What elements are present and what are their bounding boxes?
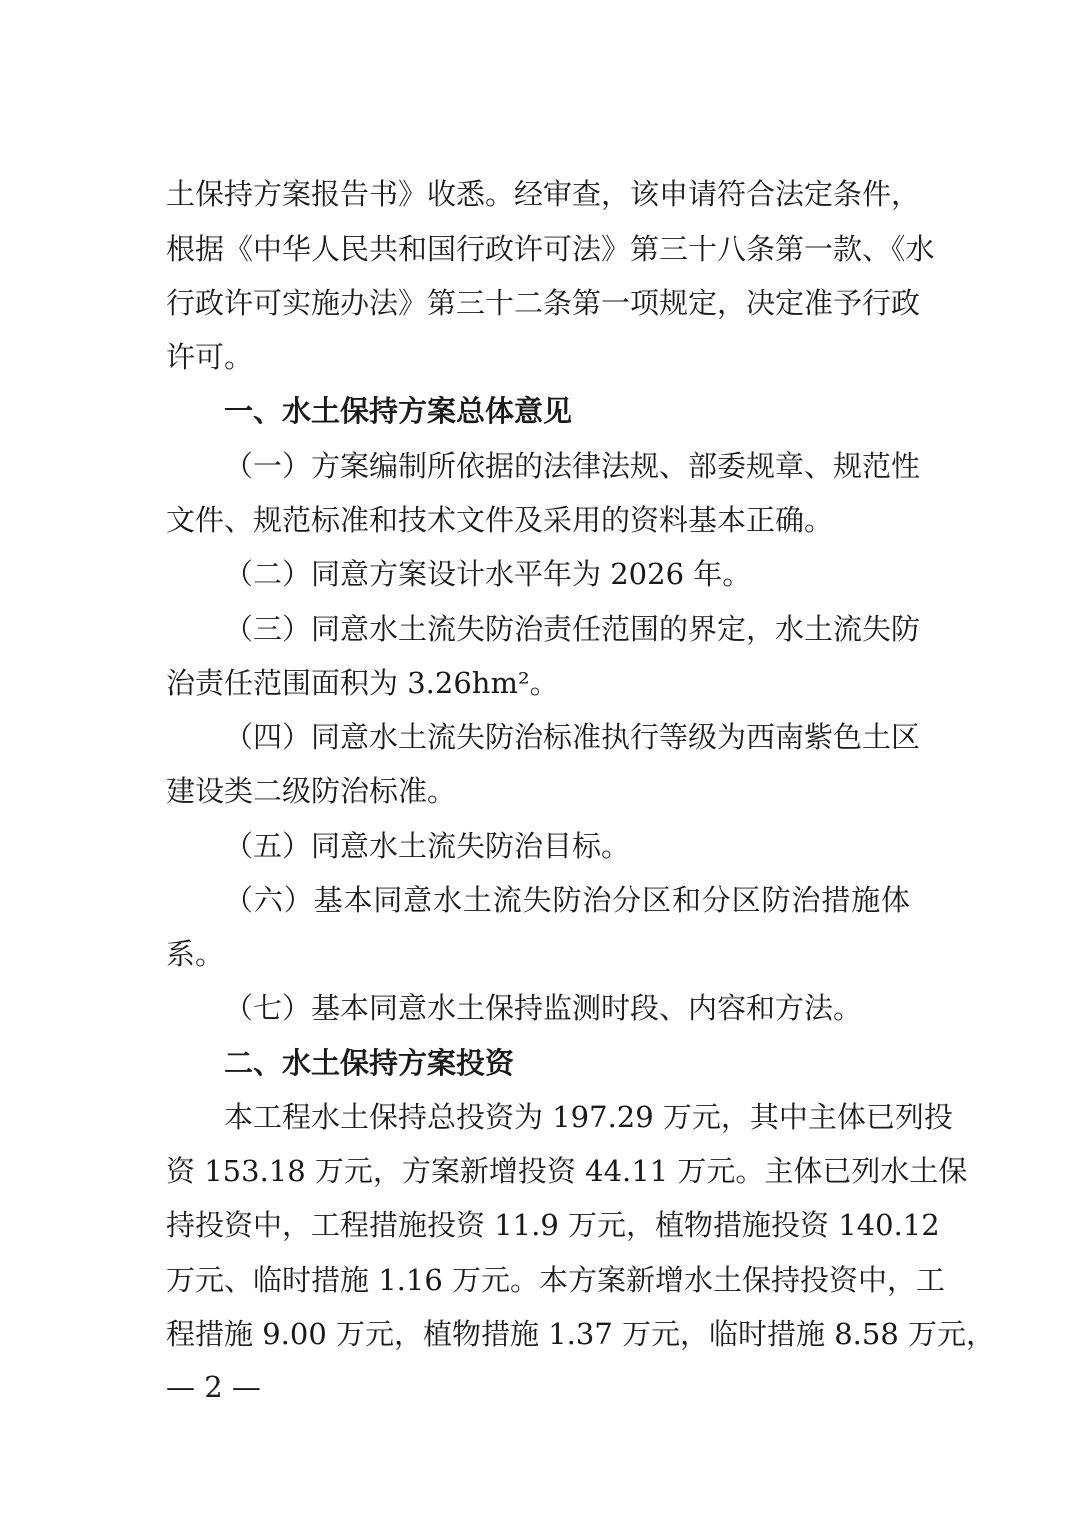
body-text-line: 土保持方案报告书》收悉。经审查，该申请符合法定条件， [166,177,921,211]
body-text-line: （一）方案编制所依据的法律法规、部委规章、规范性 [224,449,921,483]
body-text-line: 文件、规范标准和技术文件及采用的资料基本正确。 [166,503,834,537]
body-text-line: （六）基本同意水土流失防治分区和分区防治措施体 [224,883,910,917]
body-text-line: 建设类二级防治标准。 [166,774,457,808]
body-text-line: （四）同意水土流失防治标准执行等级为西南紫色土区 [224,720,921,754]
body-text-line: 根据《中华人民共和国行政许可法》第三十八条第一款、《水 [166,232,935,266]
body-text-line: 程措施 9.00 万元，植物措施 1.37 万元，临时措施 8.58 万元， [166,1317,996,1351]
body-text-line: 本工程水土保持总投资为 197.29 万元，其中主体已列投 [224,1100,953,1134]
body-text-line: 治责任范围面积为 3.26hm²。 [166,666,559,700]
body-text-line: 系。 [166,937,225,971]
section-heading-2: 二、水土保持方案投资 [224,1046,515,1080]
body-text-line: 行政许可实施办法》第三十二条第一项规定，决定准予行政 [166,286,921,320]
body-text-line: 资 153.18 万元，方案新增投资 44.11 万元。主体已列水土保 [166,1154,968,1188]
body-text-line: 许可。 [166,340,254,374]
section-heading-1: 一、水土保持方案总体意见 [224,394,573,428]
body-text-line: （三）同意水土流失防治责任范围的界定，水土流失防 [224,612,921,646]
body-text-line: 万元、临时措施 1.16 万元。本方案新增水土保持投资中，工 [166,1263,946,1297]
page-number: — 2 — [166,1370,261,1404]
body-text-line: （五）同意水土流失防治目标。 [224,829,631,863]
body-text-line: （七）基本同意水土保持监测时段、内容和方法。 [224,991,863,1025]
body-text-line: （二）同意方案设计水平年为 2026 年。 [224,557,752,591]
body-text-line: 持投资中，工程措施投资 11.9 万元，植物措施投资 140.12 [166,1208,940,1242]
